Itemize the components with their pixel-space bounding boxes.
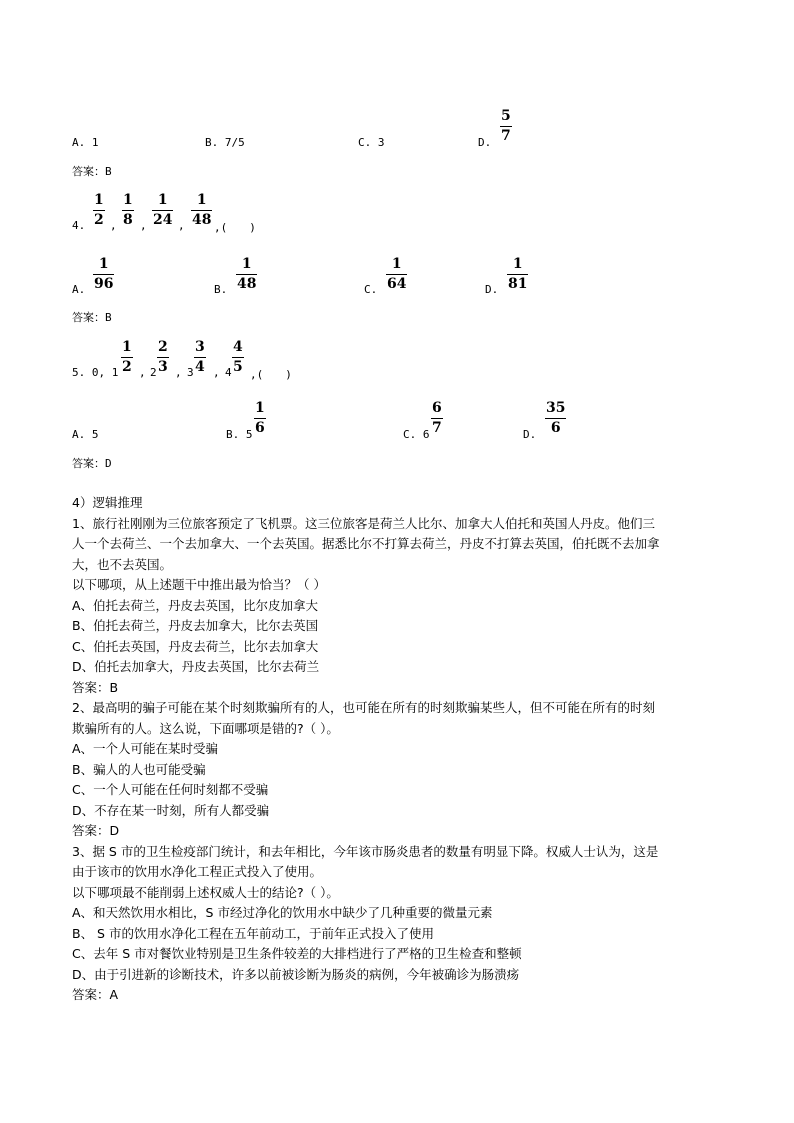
fraction-numerator: 1 xyxy=(94,192,104,208)
fraction-denominator: 7 xyxy=(432,420,442,436)
q4-option-b-fraction xyxy=(236,256,257,292)
fraction-denominator: 8 xyxy=(123,212,133,228)
lq1-option-c: C、伯托去英国，丹皮去荷兰，比尔去加拿大 xyxy=(72,639,319,654)
q4-option-b-label: B. xyxy=(214,283,228,296)
q4-option-d-fraction xyxy=(507,256,528,292)
fraction-bar xyxy=(93,210,105,211)
q5-comma-1: , xyxy=(139,366,146,379)
fraction-numerator: 2 xyxy=(158,339,168,355)
lq2-stem-line-2: 欺骗所有的人。这么说，下面哪项是错的?（ ）。 xyxy=(72,721,339,736)
fraction-numerator: 1 xyxy=(196,192,207,208)
lq3-stem-line-2: 由于该市的饮用水净化工程正式投入了使用。 xyxy=(72,864,323,879)
lq1-answer: 答案：B xyxy=(72,680,119,695)
lq2-option-a: A、一个人可能在某时受骗 xyxy=(72,741,219,756)
fraction-bar xyxy=(431,418,443,419)
fraction-denominator: 7 xyxy=(501,128,511,144)
fraction-numerator: 1 xyxy=(98,256,109,272)
fraction-numerator: 6 xyxy=(432,400,442,416)
lq3-option-d: D、由于引进新的诊断技术，许多以前被诊断为肠炎的病例，今年被确诊为肠溃疡 xyxy=(72,967,520,982)
q4-number: 4. xyxy=(72,219,86,232)
lq1-stem-line-3: 大，也不去英国。 xyxy=(72,557,173,572)
fraction-denominator: 6 xyxy=(550,420,561,436)
q5-option-d-label: D. xyxy=(523,428,537,441)
fraction-bar xyxy=(121,357,133,358)
fraction-bar xyxy=(93,274,114,275)
fraction-numerator: 1 xyxy=(241,256,252,272)
fraction-numerator: 3 xyxy=(195,339,205,355)
lq2-option-d: D、不存在某一时刻，所有人都受骗 xyxy=(72,803,270,818)
fraction-bar xyxy=(122,210,134,211)
fraction-bar xyxy=(386,274,407,275)
q3-option-d-fraction xyxy=(500,108,512,144)
q5-option-d-fraction xyxy=(545,400,566,436)
fraction-denominator: 64 xyxy=(387,276,407,292)
fraction-denominator: 5 xyxy=(233,359,243,375)
q5-blank: ,( ) xyxy=(250,368,292,381)
fraction-numerator: 1 xyxy=(512,256,523,272)
q3-option-a: A. 1 xyxy=(72,136,99,149)
q5-option-b: B. 5 xyxy=(226,428,253,441)
fraction-numerator: 1 xyxy=(391,256,402,272)
lq1-option-a: A、伯托去荷兰，丹皮去英国，比尔皮加拿大 xyxy=(72,598,319,613)
lq1-option-b: B、伯托去荷兰，丹皮去加拿大，比尔去英国 xyxy=(72,618,319,633)
fraction-denominator: 6 xyxy=(255,420,265,436)
q4-answer: 答案：B xyxy=(72,311,112,324)
q4-comma-1: , xyxy=(110,219,117,232)
fraction-bar xyxy=(545,418,566,419)
lq1-option-d: D、伯托去加拿大，丹皮去英国，比尔去荷兰 xyxy=(72,659,320,674)
q5-term-4 xyxy=(232,339,244,375)
fraction-denominator: 2 xyxy=(122,359,132,375)
q3-answer: 答案：B xyxy=(72,165,112,178)
q5-comma-3: , xyxy=(213,366,220,379)
fraction-bar xyxy=(194,357,206,358)
q5-whole-3: 3 xyxy=(187,366,194,379)
q4-term-3 xyxy=(152,192,173,228)
fraction-numerator: 4 xyxy=(233,339,243,355)
q4-term-1 xyxy=(93,192,105,228)
fraction-bar xyxy=(157,357,169,358)
fraction-denominator: 81 xyxy=(508,276,528,292)
q5-term-2 xyxy=(157,339,169,375)
fraction-denominator: 96 xyxy=(94,276,114,292)
fraction-bar xyxy=(500,126,512,127)
fraction-numerator: 1 xyxy=(122,339,132,355)
lq2-answer: 答案：D xyxy=(72,823,120,838)
fraction-bar xyxy=(507,274,528,275)
q5-option-c: C. 6 xyxy=(403,428,430,441)
q5-option-b-fraction xyxy=(254,400,266,436)
q4-term-2 xyxy=(122,192,134,228)
lq3-option-b: B、 S 市的饮用水净化工程在五年前动工，于前年正式投入了使用 xyxy=(72,926,434,941)
fraction-denominator: 4 xyxy=(195,359,205,375)
lq2-option-b: B、骗人的人也可能受骗 xyxy=(72,762,206,777)
fraction-denominator: 48 xyxy=(192,212,212,228)
q5-option-a: A. 5 xyxy=(72,428,99,441)
q5-term-3 xyxy=(194,339,206,375)
fraction-denominator: 2 xyxy=(94,212,104,228)
fraction-bar xyxy=(232,357,244,358)
fraction-bar xyxy=(152,210,173,211)
lq3-question: 以下哪项最不能削弱上述权威人士的结论?（ ）。 xyxy=(72,885,339,900)
q3-option-c: C. 3 xyxy=(358,136,385,149)
lq3-stem-line-1: 3、据 S 市的卫生检疫部门统计，和去年相比，今年该市肠炎患者的数量有明显下降。权威人士认为，这是 xyxy=(72,844,659,859)
q4-option-a-label: A. xyxy=(72,283,86,296)
fraction-bar xyxy=(236,274,257,275)
q4-term-4 xyxy=(191,192,212,228)
lq3-option-a: A、和天然饮用水相比，S 市经过净化的饮用水中缺少了几种重要的微量元素 xyxy=(72,905,493,920)
lq3-answer: 答案：A xyxy=(72,987,119,1002)
fraction-denominator: 24 xyxy=(153,212,173,228)
lq1-question: 以下哪项，从上述题干中推出最为恰当？（ ） xyxy=(72,577,326,592)
fraction-denominator: 48 xyxy=(237,276,257,292)
q5-comma-2: , xyxy=(175,366,182,379)
q5-whole-4: 4 xyxy=(225,366,232,379)
lq1-stem-line-2: 人一个去荷兰、一个去加拿大、一个去英国。据悉比尔不打算去荷兰，丹皮不打算去英国，伯托既不去加拿 xyxy=(72,536,660,551)
q4-option-a-fraction xyxy=(93,256,114,292)
q4-option-d-label: D. xyxy=(485,283,499,296)
q4-blank: ,( ) xyxy=(214,221,256,234)
q5-answer: 答案：D xyxy=(72,457,112,470)
fraction-bar xyxy=(254,418,266,419)
fraction-bar xyxy=(191,210,212,211)
lq3-option-c: C、去年 S 市对餐饮业特别是卫生条件较差的大排档进行了严格的卫生检查和整顿 xyxy=(72,946,522,961)
section-title: 4）逻辑推理 xyxy=(72,495,143,510)
q5-prefix: 5. 0, 1 xyxy=(72,366,119,379)
q4-comma-3: , xyxy=(178,219,185,232)
lq1-stem-line-1: 1、旅行社刚刚为三位旅客预定了飞机票。这三位旅客是荷兰人比尔、加拿大人伯托和英国人丹皮。他们三 xyxy=(72,516,655,531)
q5-whole-2: 2 xyxy=(150,366,157,379)
q4-option-c-label: C. xyxy=(364,283,378,296)
fraction-numerator: 1 xyxy=(255,400,265,416)
fraction-numerator: 1 xyxy=(157,192,168,208)
q4-option-c-fraction xyxy=(386,256,407,292)
fraction-denominator: 3 xyxy=(158,359,168,375)
q5-term-1 xyxy=(121,339,133,375)
fraction-numerator: 35 xyxy=(546,400,566,416)
fraction-numerator: 1 xyxy=(123,192,133,208)
q3-option-d-label: D. xyxy=(478,136,492,149)
lq2-stem-line-1: 2、最高明的骗子可能在某个时刻欺骗所有的人，也可能在所有的时刻欺骗某些人，但不可能在所有的时刻 xyxy=(72,700,655,715)
lq2-option-c: C、一个人可能在任何时刻都不受骗 xyxy=(72,782,269,797)
q3-option-b: B. 7/5 xyxy=(205,136,245,149)
fraction-numerator: 5 xyxy=(501,108,511,124)
q5-option-c-fraction xyxy=(431,400,443,436)
q4-comma-2: , xyxy=(140,219,147,232)
